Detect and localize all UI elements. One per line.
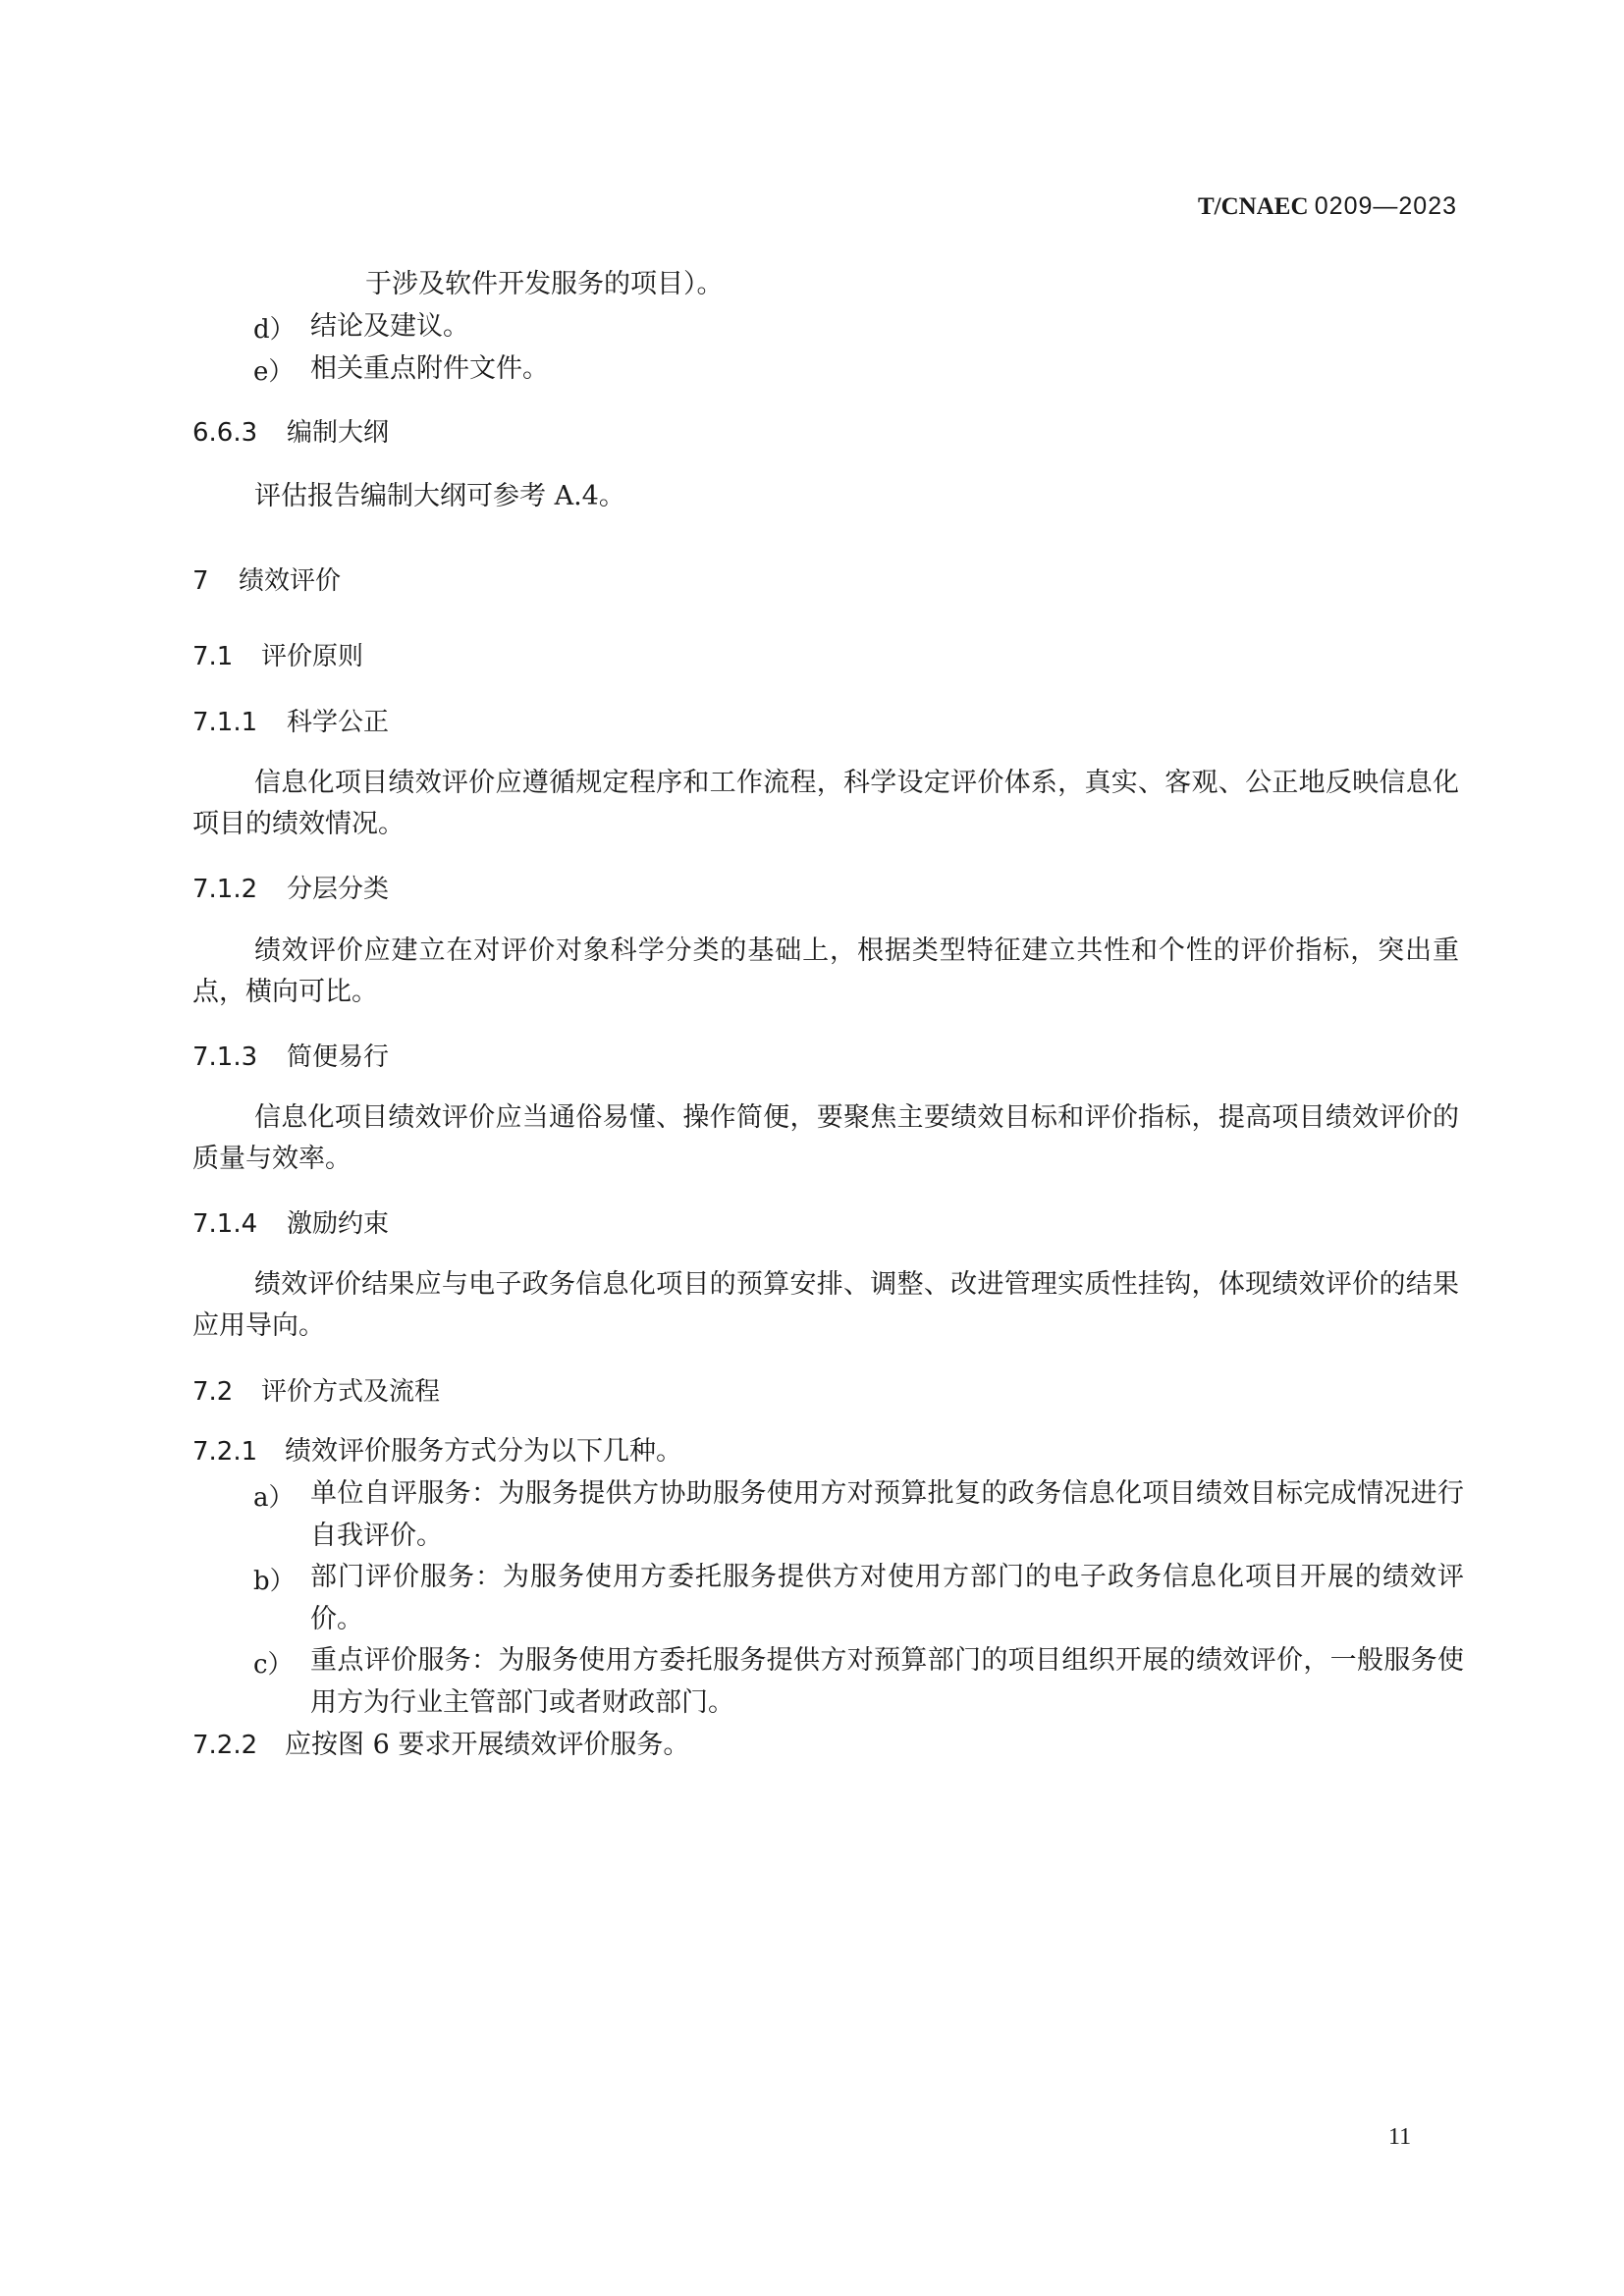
standard-prefix: T/CNAEC xyxy=(1198,193,1309,220)
section-number: 7.1.1 xyxy=(192,708,258,737)
continuation-text: 于涉及软件开发服务的项目）。 xyxy=(365,269,724,299)
section-number: 7.1.3 xyxy=(192,1042,258,1072)
clause-number: 7.2.2 xyxy=(192,1731,258,1760)
list-item-mark: c） xyxy=(253,1650,294,1680)
list-item-text: 相关重点附件文件。 xyxy=(310,353,549,384)
clause-number: 7.2.1 xyxy=(192,1437,258,1467)
section-number: 7.1.4 xyxy=(192,1209,258,1239)
section-heading xyxy=(192,415,389,451)
section-title: 评价方式及流程 xyxy=(261,1377,441,1407)
section-heading xyxy=(192,639,363,674)
section-number: 7.2 xyxy=(192,1377,234,1407)
section-number: 7.1 xyxy=(192,642,234,671)
section-heading xyxy=(192,872,389,907)
section-title: 分层分类 xyxy=(287,875,390,904)
section-number: 7 xyxy=(192,566,209,596)
section-heading xyxy=(192,1040,389,1075)
section-title: 绩效评价 xyxy=(239,566,342,596)
section-heading xyxy=(192,1206,389,1242)
section-number: 7.1.2 xyxy=(192,875,258,904)
list-item-mark: d） xyxy=(253,315,296,345)
list-item-mark: a） xyxy=(253,1483,295,1513)
section-body: 评估报告编制大纲可参考 A.4。 xyxy=(254,481,625,511)
list-item-text: 结论及建议。 xyxy=(310,311,469,342)
section-body: 绩效评价应建立在对评价对象科学分类的基础上，根据类型特征建立共性和个性的评价指标，突出重点，横向可比。 xyxy=(192,935,1459,1007)
section-heading xyxy=(192,1374,440,1410)
clause-text: 应按图 6 要求开展绩效评价服务。 xyxy=(285,1730,690,1760)
standard-code xyxy=(1198,192,1457,221)
section-title: 编制大纲 xyxy=(287,418,390,448)
section-title: 评价原则 xyxy=(261,642,364,671)
list-item-mark: e） xyxy=(253,357,295,387)
list-item-text: 单位自评服务：为服务提供方协助服务使用方对预算批复的政务信息化项目绩效目标完成情况进行自我评价。 xyxy=(310,1478,1464,1551)
list-item-text: 部门评价服务：为服务使用方委托服务提供方对使用方部门的电子政务信息化项目开展的绩效评价。 xyxy=(310,1562,1464,1634)
section-heading xyxy=(192,705,389,740)
list-item-text: 重点评价服务：为服务使用方委托服务提供方对预算部门的项目组织开展的绩效评价，一般服务使用方为行业主管部门或者财政部门。 xyxy=(310,1645,1464,1718)
section-title: 激励约束 xyxy=(287,1209,390,1239)
section-number: 6.6.3 xyxy=(192,418,258,448)
section-title: 科学公正 xyxy=(287,708,390,737)
section-title: 简便易行 xyxy=(287,1042,390,1072)
section-body: 绩效评价结果应与电子政务信息化项目的预算安排、调整、改进管理实质性挂钩，体现绩效评价的结果应用导向。 xyxy=(192,1269,1459,1341)
list-item-mark: b） xyxy=(253,1567,296,1596)
standard-number: 0209—2023 xyxy=(1314,192,1457,220)
section-body: 信息化项目绩效评价应遵循规定程序和工作流程，科学设定评价体系，真实、客观、公正地反映信息化项目的绩效情况。 xyxy=(192,768,1459,839)
chapter-heading xyxy=(192,563,341,599)
clause-text: 绩效评价服务方式分为以下几种。 xyxy=(285,1436,682,1467)
page-number: 11 xyxy=(1388,2124,1412,2150)
section-body: 信息化项目绩效评价应当通俗易懂、操作简便，要聚焦主要绩效目标和评价指标，提高项目绩效评价的质量与效率。 xyxy=(192,1102,1459,1174)
